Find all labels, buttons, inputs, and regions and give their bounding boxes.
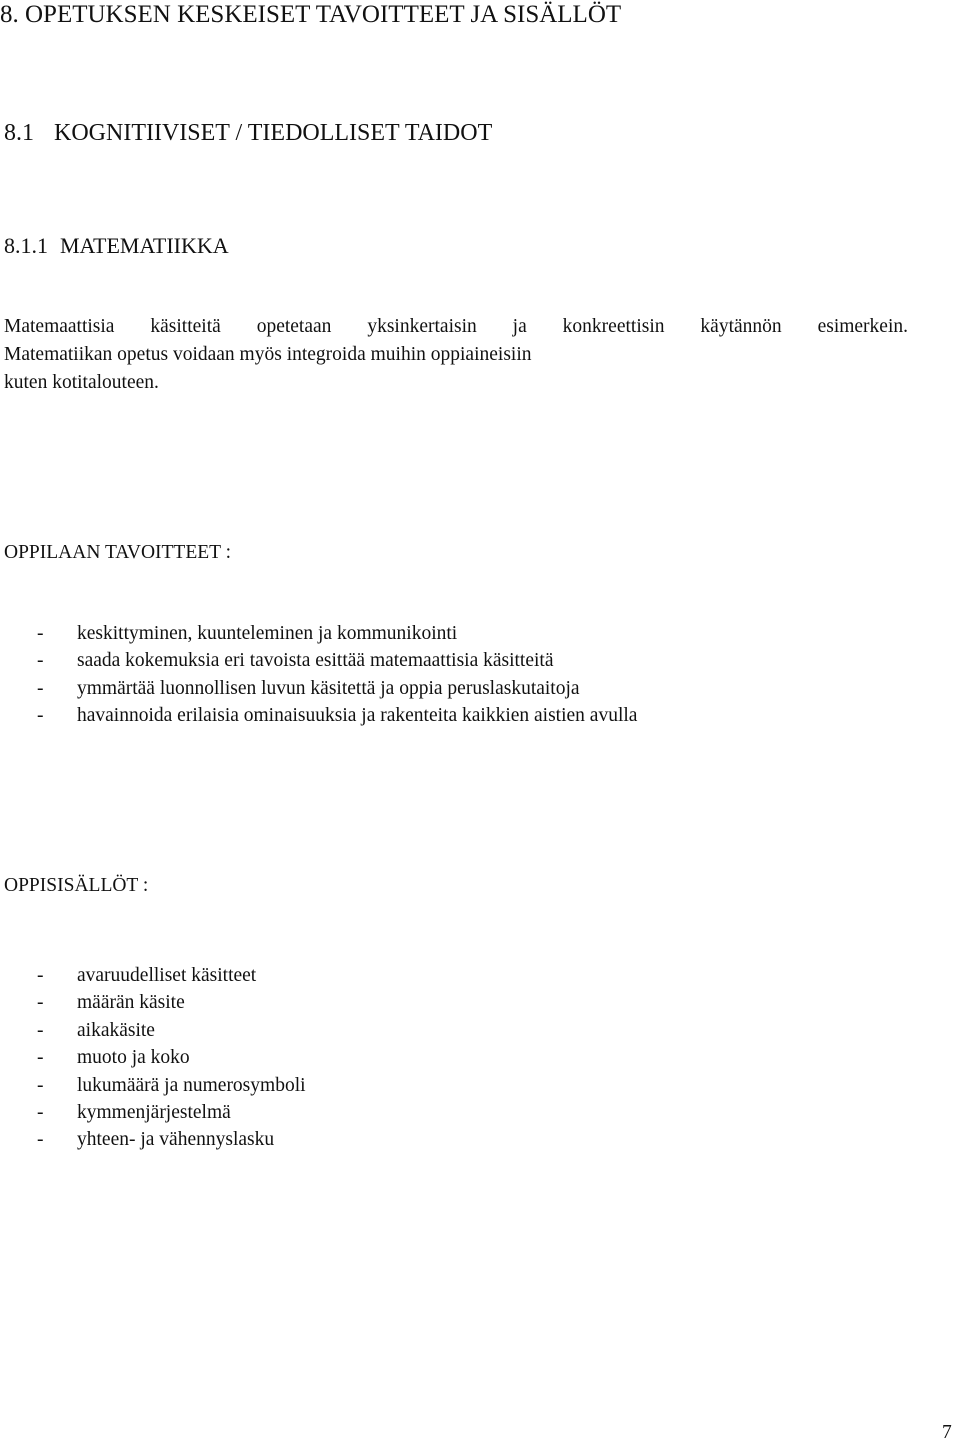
bullet-dash: - [37,992,44,1014]
list-item [4,1017,306,1044]
bullet-dash: - [37,623,44,644]
list-item [4,1126,306,1153]
intro-line-1: Matemaattisia käsitteitä opetetaan yksinkertaisin ja konkreettisin käytännön esimerkein. [4,316,908,337]
bullet-dash: - [37,1074,44,1096]
list-item [4,1099,306,1126]
goals-list [4,620,637,730]
list-item-text: havainnoida erilaisia ominaisuuksia ja rakenteita kaikkien aistien avulla [77,705,638,727]
contents-heading: OPPISISÄLLÖT : [4,875,149,896]
list-item-text: yhteen- ja vähennyslasku [77,1129,275,1151]
list-item [4,675,637,702]
bullet-dash: - [37,1129,44,1151]
bullet-dash: - [37,965,44,986]
list-item [4,989,306,1016]
section-title: KOGNITIIVISET / TIEDOLLISET TAIDOT [54,120,493,146]
list-item-text: muoto ja koko [77,1047,190,1069]
bullet-dash: - [37,705,44,727]
bullet-dash: - [37,1102,44,1124]
list-item [4,702,637,729]
list-item-text: keskittyminen, kuunteleminen ja kommunikointi [77,623,458,644]
subsection-title: MATEMATIIKKA [60,233,229,258]
list-item-text: ymmärtää luonnollisen luvun käsitettä ja oppia peruslaskutaitoja [77,677,580,699]
list-item-text: saada kokemuksia eri tavoista esittää matemaattisia käsitteitä [77,650,554,672]
goals-heading: OPPILAAN TAVOITTEET : [4,542,232,563]
section-number: 8.1 [4,120,34,146]
list-item [4,962,306,989]
bullet-dash: - [37,650,44,672]
intro-line-2: Matematiikan opetus voidaan myös integroida muihin oppiaineisiin [4,344,532,365]
list-item-text: avaruudelliset käsitteet [77,965,257,986]
bullet-dash: - [37,1019,44,1041]
list-item-text: lukumäärä ja numerosymboli [77,1074,306,1096]
chapter-heading: 8. OPETUKSEN KESKEISET TAVOITTEET JA SISÄLLÖT [0,1,622,28]
page-number: 7 [942,1422,952,1443]
bullet-dash: - [37,677,44,699]
list-item-text: aikakäsite [77,1019,155,1041]
section-heading [4,118,492,148]
list-item [4,647,637,674]
list-item [4,1072,306,1099]
bullet-dash: - [37,1047,44,1069]
subsection-heading [4,232,229,260]
list-item-text: kymmenjärjestelmä [77,1102,231,1124]
list-item [4,620,637,647]
intro-line-3: kuten kotitalouteen. [4,372,159,393]
list-item-text: määrän käsite [77,992,185,1014]
contents-list [4,962,306,1154]
intro-paragraph [4,313,908,397]
list-item [4,1044,306,1071]
subsection-number: 8.1.1 [4,233,48,258]
